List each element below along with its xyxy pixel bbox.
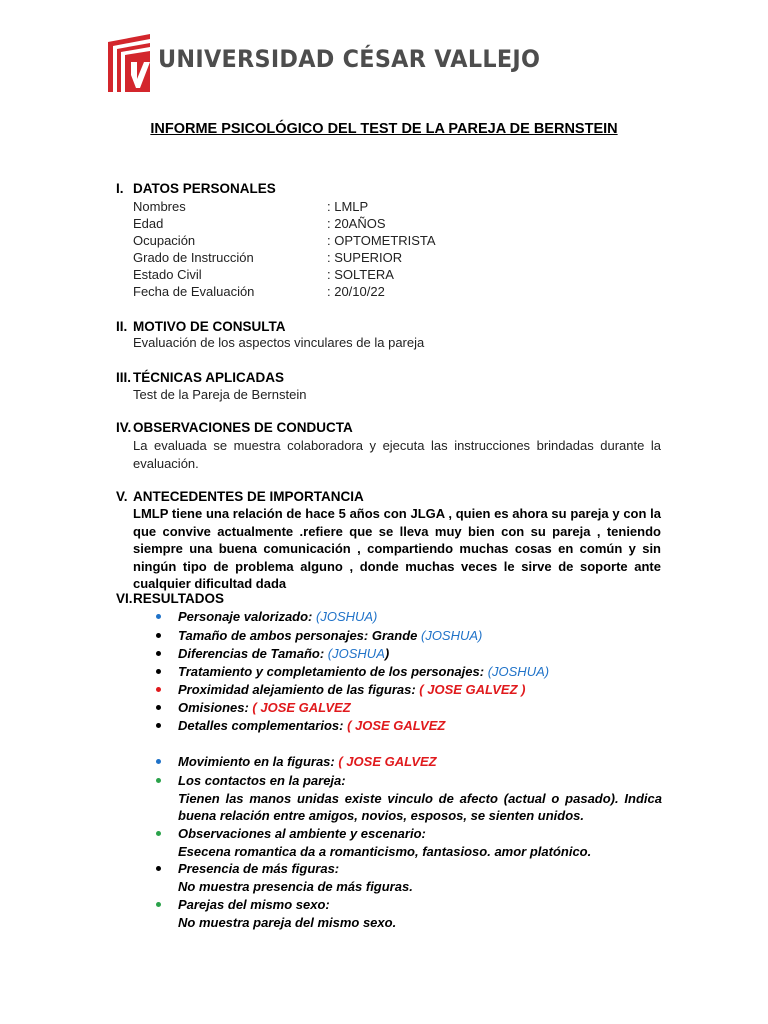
result-item — [158, 699, 662, 717]
section-title: TÉCNICAS APLICADAS — [133, 370, 285, 385]
result-label: Parejas del mismo sexo: — [178, 897, 330, 912]
bullet-icon — [156, 723, 161, 728]
result-item — [158, 825, 662, 860]
field-value-edad: : 20AÑOS — [327, 216, 386, 231]
field-value-grado: : SUPERIOR — [327, 250, 403, 265]
bullet-icon — [156, 705, 161, 710]
section-text-tecnicas: Test de la Pareja de Bernstein — [133, 387, 307, 402]
result-item — [158, 896, 662, 931]
field-value-ocupacion: : OPTOMETRISTA — [327, 233, 436, 248]
field-value-nombres: : LMLP — [327, 199, 369, 214]
section-heading-observaciones — [116, 420, 353, 435]
document-title: INFORME PSICOLÓGICO DEL TEST DE LA PAREJA DE BERNSTEIN — [150, 121, 618, 137]
section-number: I. — [116, 181, 124, 196]
result-label: Detalles complementarios: — [178, 718, 344, 733]
field-value-fecha: : 20/10/22 — [327, 284, 385, 299]
result-label: Movimiento en la figuras: — [178, 754, 335, 769]
section-number: III. — [116, 370, 132, 385]
section-heading-antecedentes — [116, 489, 364, 504]
section-number: V. — [116, 489, 128, 504]
bullet-icon — [156, 902, 161, 907]
result-label: Tratamiento y completamiento de los personajes: — [178, 664, 485, 679]
section-title: DATOS PERSONALES — [133, 181, 276, 196]
result-item — [158, 645, 662, 663]
ucv-logo-icon — [106, 32, 152, 94]
section-title: MOTIVO DE CONSULTA — [133, 319, 286, 334]
bullet-icon — [156, 614, 161, 619]
section-heading-resultados — [116, 591, 224, 606]
result-note: ( JOSE GALVEZ — [248, 700, 351, 715]
section-number: VI. — [116, 591, 133, 606]
result-note: (JOSHUA) — [484, 664, 550, 679]
section-number: II. — [116, 319, 128, 334]
result-label: Diferencias de Tamaño: — [178, 646, 325, 661]
section-number: IV. — [116, 420, 132, 435]
result-note: ( JOSE GALVEZ — [334, 754, 437, 769]
field-label-estado-civil: Estado Civil — [133, 267, 202, 282]
section-heading-tecnicas — [116, 370, 284, 385]
result-item — [158, 860, 662, 895]
field-label-grado: Grado de Instrucción — [133, 250, 254, 265]
section-title: ANTECEDENTES DE IMPORTANCIA — [133, 489, 364, 504]
result-detail: Esecena romantica da a romanticismo, fantasioso. amor platónico. — [178, 843, 592, 859]
result-note: (JOSHUA) — [312, 609, 378, 624]
result-label: Los contactos en la pareja: — [178, 773, 346, 788]
result-note-tail: ) — [384, 646, 390, 661]
result-label: Personaje valorizado: — [178, 609, 313, 624]
section-heading-datos-personales — [116, 181, 276, 196]
field-label-fecha: Fecha de Evaluación — [133, 284, 255, 299]
section-title: RESULTADOS — [133, 591, 224, 606]
section-title: OBSERVACIONES DE CONDUCTA — [133, 420, 353, 435]
field-value-estado-civil: : SOLTERA — [327, 267, 394, 282]
result-detail: No muestra presencia de más figuras. — [178, 878, 413, 894]
institution-name: UNIVERSIDAD CÉSAR VALLEJO — [158, 45, 541, 73]
result-label: Proximidad alejamiento de las figuras: — [178, 682, 416, 697]
result-item — [158, 772, 662, 825]
result-item — [158, 663, 662, 681]
result-note: ( JOSE GALVEZ ) — [415, 682, 526, 697]
bullet-icon — [156, 831, 161, 836]
result-item — [158, 753, 662, 771]
section-text-observaciones: La evaluada se muestra colaboradora y ejecuta las instrucciones brindadas durante la evaluación. — [133, 438, 661, 471]
result-item — [158, 717, 662, 735]
section-text-antecedentes: LMLP tiene una relación de hace 5 años con JLGA , quien es ahora su pareja y con la que convive actualmente .refiere que se lleva muy bien con su pareja , teniendo siempre una buena comunicación , compartiendo muchas cosas en común y sin ningún tipo de problema alguno , donde muchas veces le sirve de soporte ante cualquier dificultad dada — [133, 506, 661, 591]
result-note: ( JOSE GALVEZ — [343, 718, 446, 733]
result-detail: No muestra pareja del mismo sexo. — [178, 914, 397, 930]
result-label: Presencia de más figuras: — [178, 861, 340, 876]
result-item — [158, 627, 662, 645]
field-label-nombres: Nombres — [133, 199, 186, 214]
bullet-icon — [156, 866, 161, 871]
bullet-icon — [156, 669, 161, 674]
result-item — [158, 608, 662, 626]
bullet-icon — [156, 633, 161, 638]
result-note: (JOSHUA — [324, 646, 385, 661]
bullet-icon — [156, 778, 161, 783]
field-label-ocupacion: Ocupación — [133, 233, 196, 248]
bullet-icon — [156, 759, 161, 764]
result-label: Tamaño de ambos personajes: Grande — [178, 628, 418, 643]
bullet-icon — [156, 687, 161, 692]
bullet-icon — [156, 651, 161, 656]
result-note: (JOSHUA) — [417, 628, 483, 643]
section-text-motivo: Evaluación de los aspectos vinculares de la pareja — [133, 335, 425, 350]
result-label: Observaciones al ambiente y escenario: — [178, 826, 426, 841]
result-label: Omisiones: — [178, 700, 249, 715]
section-heading-motivo — [116, 319, 286, 334]
result-detail: Tienen las manos unidas existe vinculo de afecto (actual o pasado). Indica buena relación entre amigos, novios, esposos, se sienten unidos. — [178, 790, 662, 823]
result-item — [158, 681, 662, 699]
field-label-edad: Edad — [133, 216, 164, 231]
